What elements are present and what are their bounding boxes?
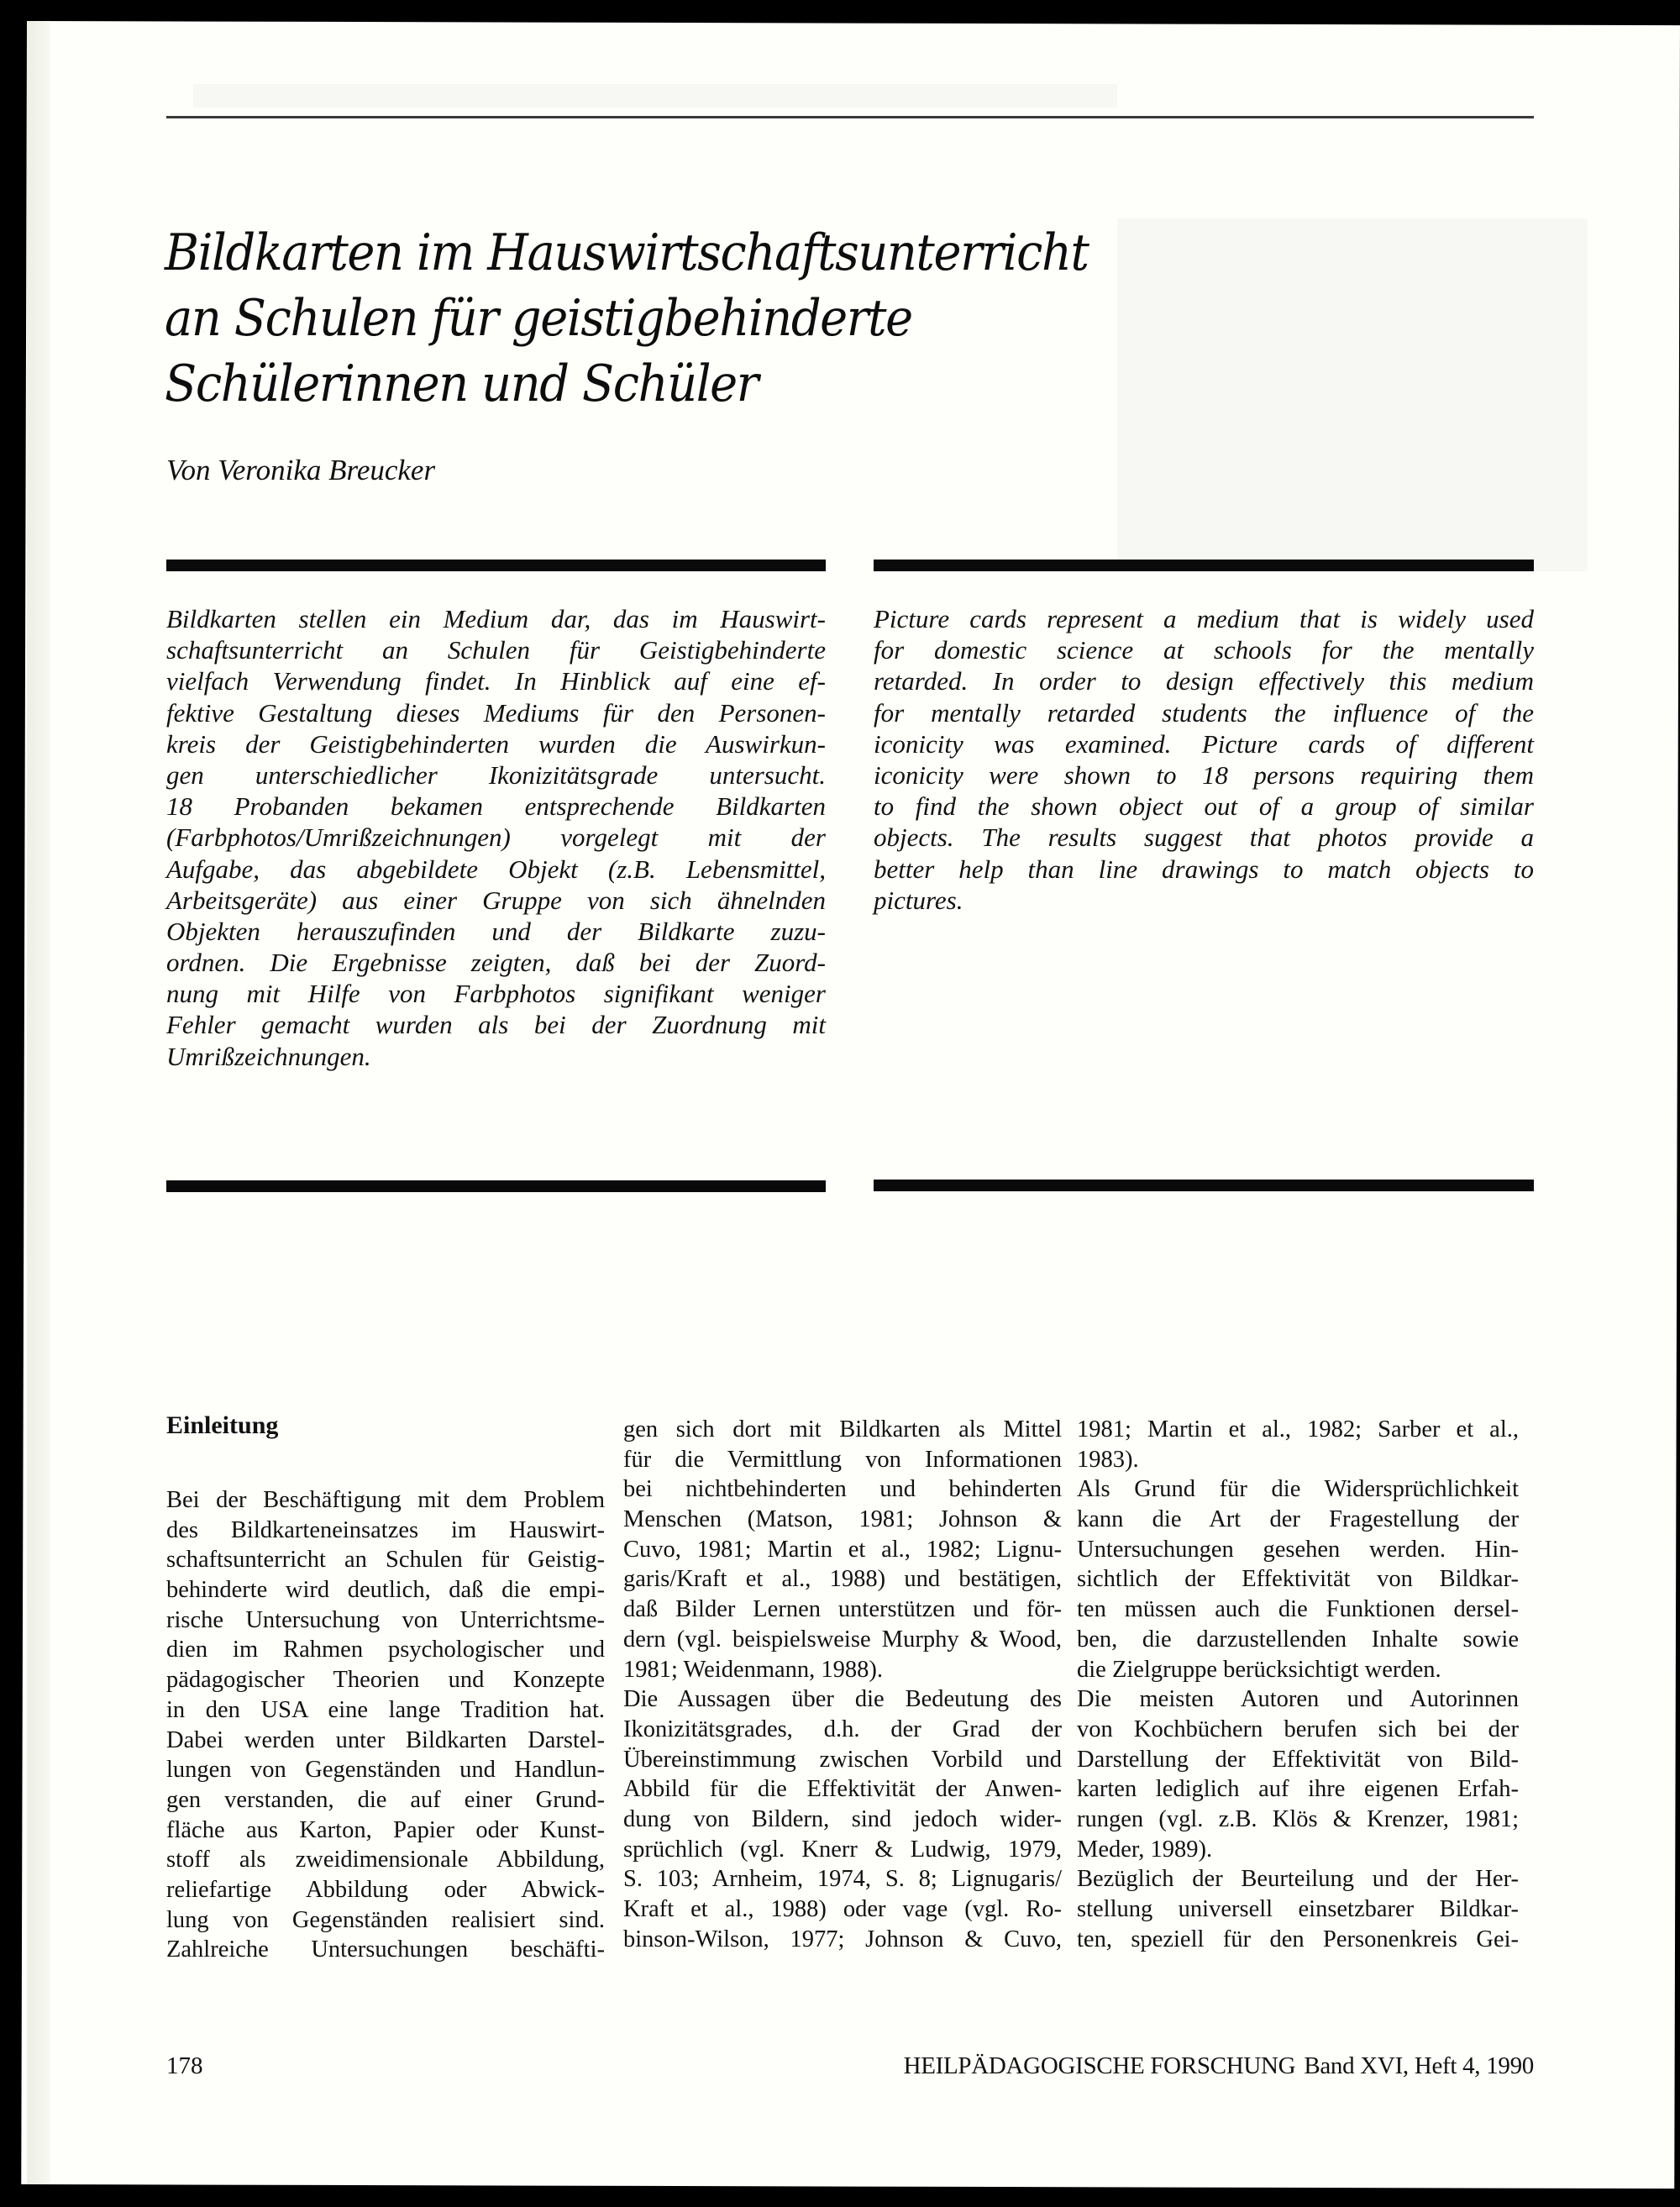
text-line: Dabei werden unter Bildkarten Darstel- — [166, 1726, 605, 1753]
text-line: ordnen. Die Ergebnisse zeigten, daß bei der Zuord- — [166, 948, 826, 978]
text-line: Untersuchungen gesehen werden. Hin- — [1077, 1536, 1519, 1563]
text-line: Fehler gemacht wurden als bei der Zuordnung mit — [166, 1010, 826, 1040]
text-line: Als Grund für die Widersprüchlichkeit — [1077, 1476, 1519, 1503]
text-line: objects. The results suggest that photos provide a — [874, 822, 1534, 853]
text-line: retarded. In order to design effectively this medium — [874, 666, 1534, 696]
text-line: lung von Gegenständen realisiert sind. — [166, 1906, 605, 1933]
text-line: rungen (vgl. z.B. Klös & Krenzer, 1981; — [1077, 1805, 1519, 1832]
abstract-de-bottom-rule — [166, 1180, 826, 1192]
text-line: Meder, 1989). — [1077, 1836, 1213, 1863]
text-line: kann die Art der Fragestellung der — [1077, 1506, 1519, 1533]
text-line: Zahlreiche Untersuchungen beschäfti- — [166, 1936, 605, 1963]
text-line: des Bildkarteneinsatzes im Hauswirt- — [166, 1516, 605, 1543]
text-line: behinderte wird deutlich, daß die empi- — [166, 1577, 605, 1604]
text-line: dien im Rahmen psychologischer und — [166, 1637, 605, 1663]
text-line: rische Untersuchung von Unterrichtsme- — [166, 1606, 605, 1633]
text-line: fektive Gestaltung dieses Mediums für den Personen- — [166, 697, 826, 728]
body-column-3 — [1077, 1415, 1519, 1954]
text-line: dung von Bildern, sind jedoch wider- — [623, 1805, 1062, 1832]
text-line: ten müssen auch die Funktionen dersel- — [1077, 1596, 1519, 1623]
text-line: 18 Probanden bekamen entsprechende Bildkarten — [166, 791, 826, 822]
title-line-2: an Schulen für geistigbehinderte — [165, 289, 912, 348]
text-line: Umrißzeichnungen. — [166, 1041, 371, 1071]
text-line: kreis der Geistigbehinderten wurden die Auswirkun- — [166, 728, 826, 759]
journal-name: HEILPÄDAGOGISCHE FORSCHUNG — [903, 2052, 1296, 2079]
text-line: lungen von Gegenständen und Handlun- — [166, 1757, 605, 1784]
body-column-2 — [623, 1415, 1062, 1954]
text-line: ben, die darzustellenden Inhalte sowie — [1077, 1626, 1519, 1653]
text-line: nung mit Hilfe von Farbphotos signifikant weniger — [166, 979, 826, 1009]
text-line: Objekten herauszufinden und der Bildkarte zuzu- — [166, 916, 826, 946]
article-title — [165, 220, 1258, 417]
text-line: stoff als zweidimensionale Abbildung, — [166, 1847, 605, 1873]
text-line: Darstellung der Effektivität von Bild- — [1077, 1746, 1519, 1773]
text-line: Ikonizitätsgrades, d.h. der Grad der — [623, 1716, 1062, 1742]
text-line: 1983). — [1077, 1446, 1139, 1473]
text-line: iconicity was examined. Picture cards of different — [874, 728, 1534, 759]
text-line: binson-Wilson, 1977; Johnson & Cuvo, — [623, 1926, 1062, 1952]
body-column-1 — [166, 1485, 605, 1965]
text-line: Cuvo, 1981; Martin et al., 1982; Lignu- — [623, 1536, 1062, 1563]
text-line: for mentally retarded students the influence of the — [874, 697, 1534, 728]
text-line: 1981; Martin et al., 1982; Sarber et al., — [1077, 1416, 1519, 1442]
page-edge-shadow — [27, 21, 50, 2184]
text-line: Aufgabe, das abgebildete Objekt (z.B. Lebensmittel, — [166, 854, 826, 884]
text-line: Abbild für die Effektivität der Anwen- — [623, 1776, 1062, 1803]
page-number: 178 — [166, 2052, 203, 2079]
text-line: Bezüglich der Beurteilung und der Her- — [1077, 1866, 1519, 1893]
text-line: ten, speziell für den Personenkreis Gei- — [1077, 1926, 1519, 1952]
text-line: fläche aus Karton, Papier oder Kunst- — [166, 1816, 605, 1843]
abstract-german — [166, 603, 826, 1072]
abstract-de-top-rule — [166, 560, 826, 571]
show-through-header — [193, 84, 1117, 108]
text-line: Übereinstimmung zwischen Vorbild und — [623, 1746, 1062, 1773]
text-line: sprüchlich (vgl. Knerr & Ludwig, 1979, — [623, 1836, 1062, 1863]
text-line: schaftsunterricht an Schulen für Geistigbehinderte — [166, 635, 826, 665]
text-line: gen verstanden, die auf einer Grund- — [166, 1786, 605, 1813]
text-line: reliefartige Abbildung oder Abwick- — [166, 1876, 605, 1903]
abstract-en-bottom-rule — [874, 1180, 1534, 1191]
text-line: in den USA eine lange Tradition hat. — [166, 1696, 605, 1723]
text-line: for domestic science at schools for the mentally — [874, 635, 1534, 665]
text-line: daß Bilder Lernen unterstützen und för- — [623, 1596, 1062, 1623]
header-rule — [166, 116, 1534, 118]
section-heading-einleitung: Einleitung — [166, 1411, 279, 1439]
text-line: gen unterschiedlicher Ikonizitätsgrade untersucht. — [166, 759, 826, 790]
text-line: gen sich dort mit Bildkarten als Mittel — [623, 1416, 1062, 1442]
journal-footer — [904, 2052, 1534, 2080]
text-line: 1981; Weidenmann, 1988). — [623, 1656, 884, 1683]
text-line: better help than line drawings to match objects to — [874, 854, 1534, 884]
text-line: Bei der Beschäftigung mit dem Problem — [166, 1487, 605, 1513]
text-line: pädagogischer Theorien und Konzepte — [166, 1667, 605, 1694]
text-line: Bildkarten stellen ein Medium dar, das im Hauswirt- — [166, 604, 826, 633]
text-line: karten lediglich auf ihre eigenen Erfah- — [1077, 1776, 1519, 1803]
text-line: Kraft et al., 1988) oder vage (vgl. Ro- — [623, 1896, 1062, 1922]
text-line: pictures. — [874, 885, 963, 915]
text-line: schaftsunterricht an Schulen für Geistig- — [166, 1547, 605, 1574]
text-line: Menschen (Matson, 1981; Johnson & — [623, 1506, 1062, 1533]
text-line: Die Aussagen über die Bedeutung des — [623, 1686, 1062, 1713]
text-line: Arbeitsgeräte) aus einer Gruppe von sich ähnelnden — [166, 885, 826, 915]
text-line: bei nichtbehinderten und behinderten — [623, 1476, 1062, 1503]
title-line-1: Bildkarten im Hauswirtschaftsunterricht — [165, 223, 1089, 282]
text-line: stellung universell einsetzbarer Bildkar- — [1077, 1896, 1519, 1922]
text-line: die Zielgruppe berücksichtigt werden. — [1077, 1656, 1441, 1683]
text-line: vielfach Verwendung findet. In Hinblick auf eine ef- — [166, 666, 826, 696]
author-byline: Von Veronika Breucker — [166, 454, 436, 486]
text-line: für die Vermittlung von Informationen — [623, 1446, 1062, 1473]
abstract-english — [874, 603, 1534, 916]
journal-issue: Band XVI, Heft 4, 1990 — [1304, 2052, 1534, 2079]
text-line: von Kochbüchern berufen sich bei der — [1077, 1716, 1519, 1742]
text-line: Picture cards represent a medium that is widely used — [874, 604, 1534, 633]
text-line: garis/Kraft et al., 1988) und bestätigen, — [623, 1566, 1062, 1593]
title-line-3: Schülerinnen und Schüler — [165, 355, 759, 413]
text-line: Die meisten Autoren und Autorinnen — [1077, 1686, 1519, 1713]
abstract-en-top-rule — [874, 560, 1534, 571]
text-line: (Farbphotos/Umrißzeichnungen) vorgelegt mit der — [166, 822, 826, 853]
text-line: to find the shown object out of a group of similar — [874, 791, 1534, 822]
text-line: dern (vgl. beispielsweise Murphy & Wood, — [623, 1626, 1062, 1653]
text-line: iconicity were shown to 18 persons requiring them — [874, 759, 1534, 790]
text-line: sichtlich der Effektivität von Bildkar- — [1077, 1566, 1519, 1593]
text-line: S. 103; Arnheim, 1974, S. 8; Lignugaris/ — [623, 1866, 1062, 1893]
